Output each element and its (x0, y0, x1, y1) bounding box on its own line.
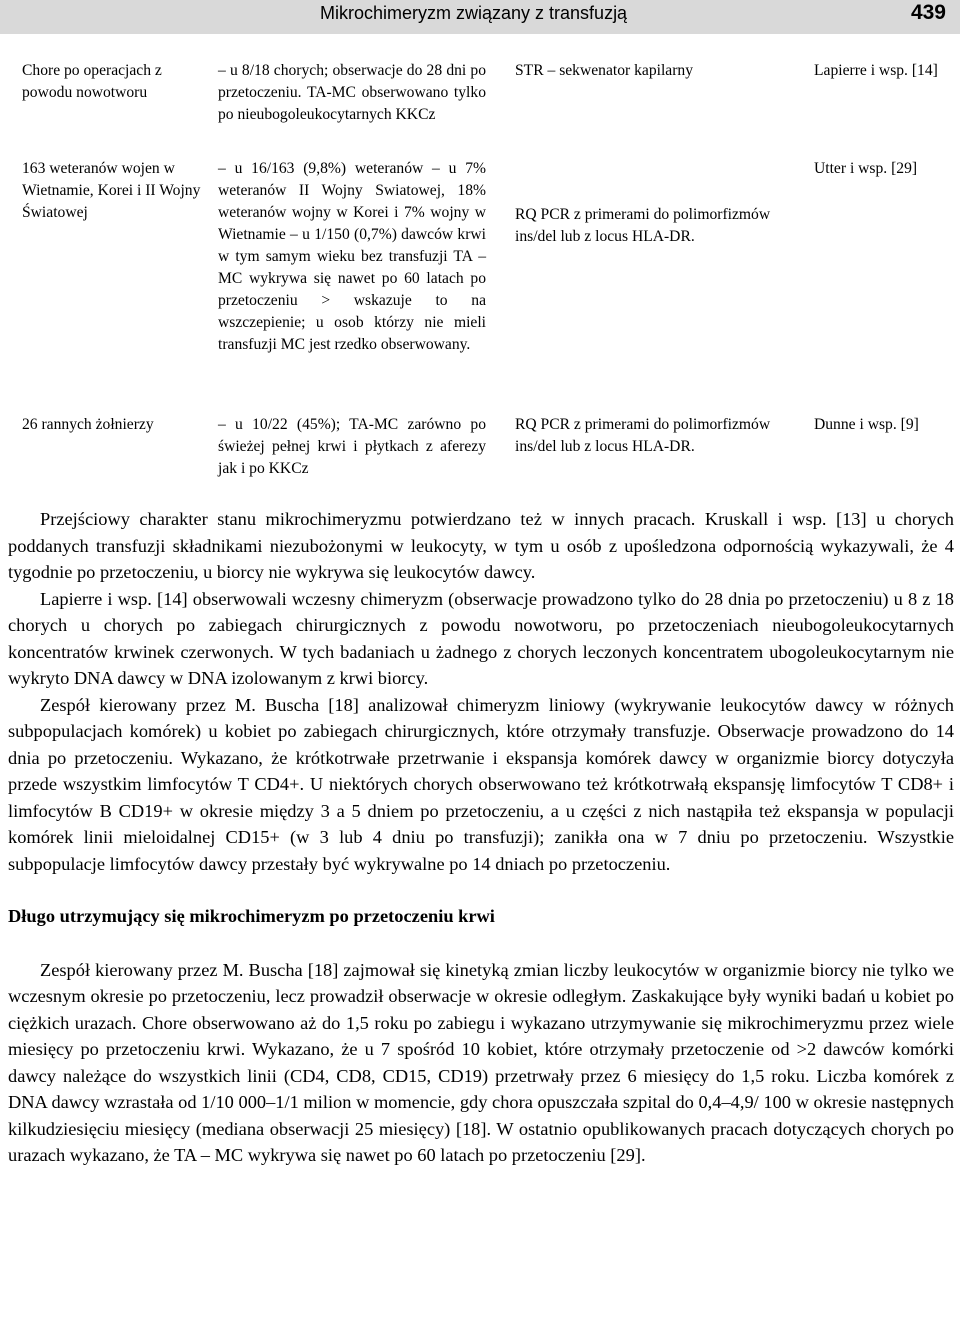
table-cell-group: Chore po operacjach z powodu nowotworu (22, 62, 162, 101)
table-cell-reference: Lapierre i wsp. [14] (814, 62, 938, 79)
table-cell-group: 163 weteranów wojen w Wietnamie, Korei i II Wojny Światowej (22, 160, 201, 221)
table-cell-findings: – u 8/18 chorych; obserwacje do 28 dni po przetoczeniu. TA-MC obserwowano tylko po nieubogoleukocytarnych KKCz (218, 62, 486, 123)
table-cell-findings: – u 16/163 (9,8%) weteranów – u 7% weteranów II Wojny Swiatowej, 18% weteranów wojny w Korei i 7% wojny w Wietnamie – u 1/150 (0,7%) dawców krwi w tym samym wieku bez transfuzji TA – MC wykrywa się nawet po 60 latach po przetoczeniu > wskazuje to na wszczepienie; u osob którzy nie mieli transfuzji MC jest rzedko obserwowany. (218, 160, 486, 353)
table-cell-method: STR – sekwenator kapilarny (515, 62, 693, 79)
study-table (8, 60, 952, 484)
table-cell-method: RQ PCR z primerami do polimorfizmów ins/del lub z locus HLA-DR. (515, 416, 771, 455)
paragraph: Zespół kierowany przez M. Buscha [18] analizował chimeryzm liniowy (wykrywanie leukocytów dawcy w różnych subpopulacjach komórek) u kobiet po zabiegach chirurgicznych, które otrzymały transfuzje. Obserwacje prowadzono do 14 dnia po przetoczeniu. Wykazano, że krótkotrwałe przetrwanie i ekspansja komórek dawcy w organizmie biorcy dotyczyła przede wszystkim limfocytów T CD4+. U niektórych chorych obserwowano też krótkotrwałą ekspansję limfocytów T CD8+ i limfocytów B CD19+ w okresie między 3 a 5 dniem po przetoczeniu, a u części z nich nastąpiła też ekspansja w populacji komórek linii mieloidalnej CD15+ (w 3 lub 4 dniu po transfuzji); zanikła ona w 7 dniu po przetoczeniu. Wszystkie subpopulacje limfocytów dawcy przestały być wykrywalne po 14 dniach po przetoczeniu. (8, 694, 954, 874)
table-row (8, 414, 952, 484)
table-cell-findings: – u 10/22 (45%); TA-MC zarówno po świeżej pełnej krwi i płytkach z aferezy jak i po KKCz (218, 416, 486, 477)
paragraph: Przejściowy charakter stanu mikrochimeryzmu potwierdzano też w innych pracach. Kruskall i wsp. [13] u chorych poddanych transfuzji składnikami niezubożonymi w leukocyty, w tym u osób z upośledzona odpornością wykazywali, że 4 tygodnie po przetoczeniu, u biorcy nie wykrywa się leukocytów dawcy. (8, 509, 954, 582)
table-cell-method: RQ PCR z primerami do polimorfizmów ins/del lub z locus HLA-DR. (515, 206, 771, 245)
table-cell-reference: Utter i wsp. [29] (814, 160, 918, 177)
paragraph: Lapierre i wsp. [14] obserwowali wczesny chimeryzm (obserwacje prowadzono tylko do 28 dnia po przetoczeniu) u 8 z 18 chorych u chorych po zabiegach chirurgicznych z powodu nowotworu, po przetoczeniach nieubogoleukocytarnych koncentratów krwinek czerwonych. W tych badaniach u żadnego z chorych leczonych koncentratem ubogoleukocytarnym nie wykryto DNA dawcy w DNA izolowanym z krwi biorcy. (8, 588, 954, 688)
running-title: Mikrochimeryzm związany z transfuzją (320, 3, 628, 23)
table-cell-group: 26 rannych żołnierzy (22, 416, 154, 433)
running-header (0, 0, 960, 34)
article-body (8, 506, 954, 1169)
table-row (8, 60, 952, 158)
page-number: 439 (910, 1, 946, 24)
table-row (8, 158, 952, 414)
paragraph: Zespół kierowany przez M. Buscha [18] zajmował się kinetyką zmian liczby leukocytów w organizmie biorcy nie tylko we wczesnym okresie po przetoczeniu, lecz prowadził obserwacje w okresie odległym. Zaskakujące były wyniki badań u kobiet po ciężkich urazach. Chore obserwowano aż do 1,5 roku po zabiegu i wykazano utrzymywanie się mikrochimeryzmu przez wiele miesięcy po przetoczeniu krwi. Wykazano, że u 7 spośród 10 kobiet, które otrzymały przetoczenie od >2 dawców komórki dawcy należące do wszystkich linii (CD4, CD8, CD15, CD19) przetrwały przez 6 miesięcy do 1,5 roku. Liczba komórek z DNA dawcy wzrastała od 1/10 000–1/1 milion w momencie, gdy chora opuszczała szpital do 0,4–4,9/ 100 w okresie następnych kilkudziesięciu miesięcy (mediana obserwacji 25 miesięcy) [18]. W ostatnio opublikowanych pracach dotyczących chorych po urazach wykazano, że TA – MC wykrywa się nawet po 60 latach po przetoczeniu [29]. (8, 959, 954, 1165)
section-heading: Długo utrzymujący się mikrochimeryzm po przetoczeniu krwi (8, 906, 495, 926)
table-cell-reference: Dunne i wsp. [9] (814, 416, 919, 433)
